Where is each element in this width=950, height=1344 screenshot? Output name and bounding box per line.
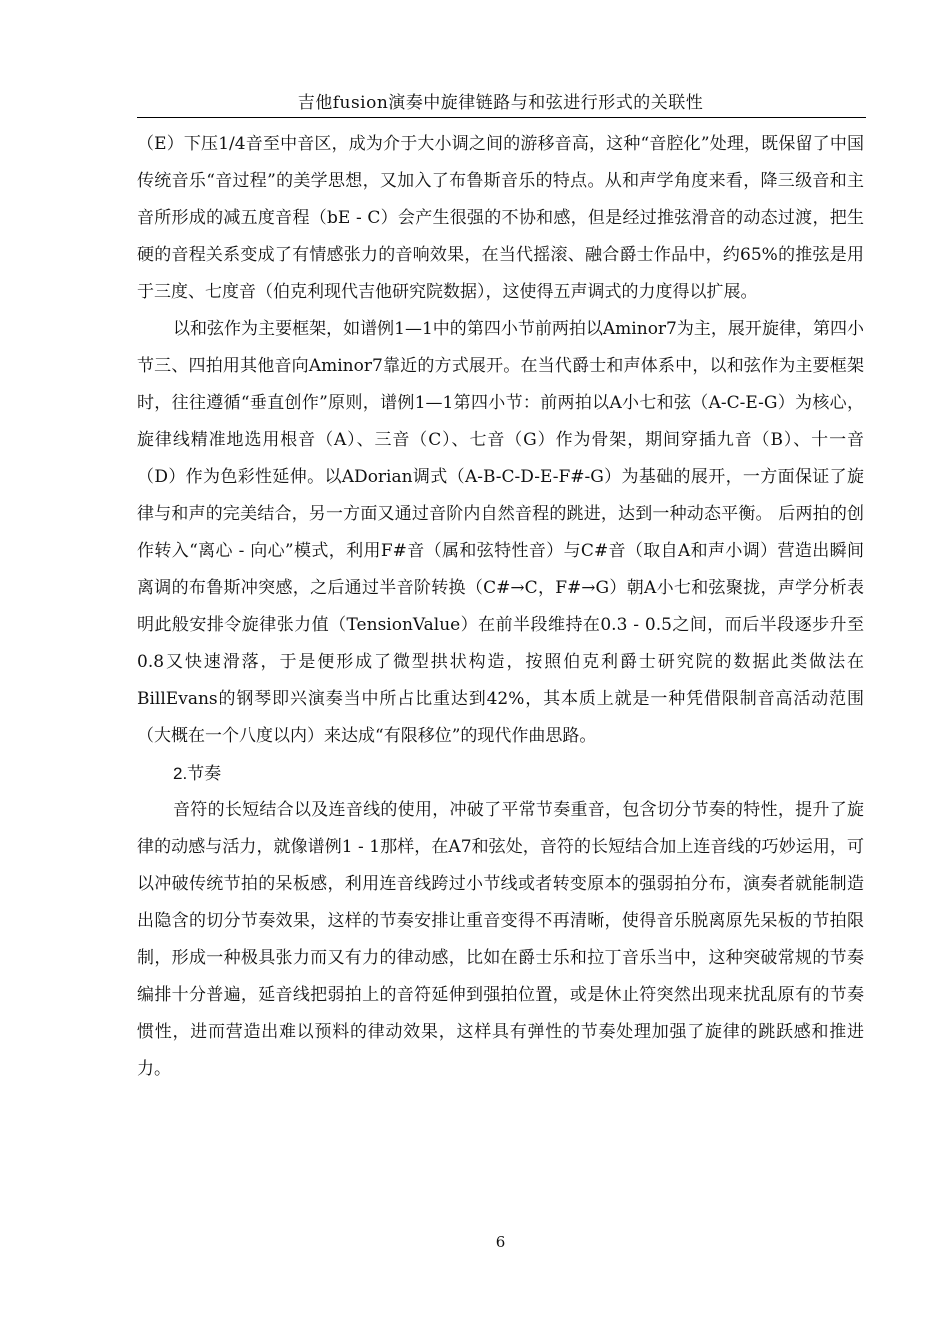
paragraph-continuation: （E）下压1/4音至中音区，成为介于大小调之间的游移音高，这种“音腔化”处理，既保留了中国传统音乐“音过程”的美学思想，又加入了布鲁斯音乐的特点。从和声学角度来看，降三级音和主音所形成的减五度音程（bE - C）会产生很强的不协和感，但是经过推弦滑音的动态过渡，把生硬的音程关系变成了有情感张力的音响效果，在当代摇滚、融合爵士作品中，约65%的推弦是用于三度、七度音（伯克利现代吉他研究院数据），这使得五声调式的力度得以扩展。 [137,134,864,302]
paragraph-rhythm: 音符的长短结合以及连音线的使用，冲破了平常节奏重音，包含切分节奏的特性，提升了旋律的动感与活力，就像谱例1 - 1那样，在A7和弦处，音符的长短结合加上连音线的巧妙运用，可以冲破传统节拍的呆板感，利用连音线跨过小节线或者转变原本的强弱拍分布，演奏者就能制造出隐含的切分节奏效果，这样的节奏安排让重音变得不再清晰，使得音乐脱离原先呆板的节拍限制，形成一种极具张力而又有力的律动感，比如在爵士乐和拉丁音乐当中，这种突破常规的节奏编排十分普遍，延音线把弱拍上的音符延伸到强拍位置，或是休止符突然出现来扰乱原有的节奏惯性，进而营造出难以预料的律动效果，这样具有弹性的节奏处理加强了旋律的跳跃感和推进力。 [137,800,864,1079]
header-divider [137,117,866,118]
body-text [137,126,864,1088]
section-heading-rhythm: 2.节奏 [173,764,222,783]
page-number: 6 [495,1233,506,1251]
running-header: 吉他fusion演奏中旋律链路与和弦进行形式的关联性 [297,93,704,113]
paragraph-chord-framework: 以和弦作为主要框架，如谱例1—1中的第四小节前两拍以Aminor7为主，展开旋律，第四小节三、四拍用其他音向Aminor7靠近的方式展开。在当代爵士和声体系中，以和弦作为主要框架时，往往遵循“垂直创作”原则，谱例1—1第四小节：前两拍以A小七和弦（A-C-E-G）为核心，旋律线精准地选用根音（A）、三音（C）、七音（G）作为骨架，期间穿插九音（B）、十一音（D）作为色彩性延伸。以ADorian调式（A-B-C-D-E-F#-G）为基础的展开，一方面保证了旋律与和声的完美结合，另一方面又通过音阶内自然音程的跳进，达到一种动态平衡。 后两拍的创作转入“离心 - 向心”模式，利用F#音（属和弦特性音）与C#音（取自A和声小调）营造出瞬间离调的布鲁斯冲突感，之后通过半音阶转换（C#→C，F#→G）朝A小七和弦聚拢，声学分析表明此般安排令旋律张力值（TensionValue）在前半段维持在0.3 - 0.5之间，而后半段逐步升至0.8又快速滑落，于是便形成了微型拱状构造，按照伯克利爵士研究院的数据此类做法在BillEvans的钢琴即兴演奏当中所占比重达到42%，其本质上就是一种凭借限制音高活动范围（大概在一个八度以内）来达成“有限移位”的现代作曲思路。 [137,319,864,746]
